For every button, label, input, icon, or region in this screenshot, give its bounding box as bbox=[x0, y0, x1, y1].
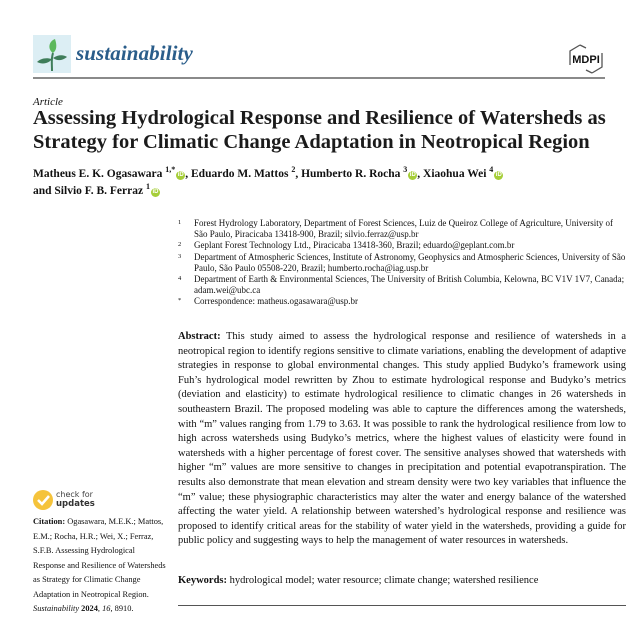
check-badge-icon bbox=[33, 490, 53, 510]
author[interactable]: Eduardo M. Mattos $^2$ bbox=[191, 165, 296, 180]
citation: Citation: Ogasawara, M.E.K.; Mattos, E.M.; Rocha, H.R.; Wei, X.; Ferraz, S.F.B. Assessing Hydrological Response and Resilience of Watersheds as Strategy for Climatic Change Adaptation in Neotropical Region. Sustainability 2024, 16, 8910. bbox=[33, 517, 166, 613]
article-title: Assessing Hydrological Response and Resilience of Watersheds as Strategy for Climatic Change Adaptation in Neotropical Region bbox=[33, 107, 606, 153]
check-for-label: check for bbox=[56, 490, 93, 499]
mdpi-hexagon-icon bbox=[566, 42, 606, 76]
affiliation-item: 3 Department of Atmospheric Sciences, Institute of Astronomy, Geophysics and Atmospheric Sciences, University of São Paulo, São Paulo 05508-220, Brazil; humberto.rocha@iag.usp.br bbox=[178, 251, 626, 273]
author[interactable]: Humberto R. Rocha $^3$iD bbox=[301, 165, 416, 180]
author-affiliation-sup: 2 bbox=[291, 165, 296, 175]
journal-logo bbox=[33, 35, 71, 73]
abstract-label: Abstract: bbox=[178, 331, 221, 342]
affiliation-number: 4 bbox=[178, 275, 182, 283]
author-affiliation-sup: 4 bbox=[489, 165, 494, 175]
leaf-sprout-icon bbox=[33, 35, 71, 73]
affiliations bbox=[178, 218, 628, 308]
abstract-text: This study aimed to assess the hydrological response and resilience of watersheds in a neotropical region to identify regions sensitive to climate variations, enabling the development of adaptive strategies in response to global environmental changes. This study applied Budyko’s framework using Fuh’s hydrological model rewritten by Zhou to estimate hydrological response and Budyko’s metrics (deviation and elasticity) to estimate hydrological resilience to climatic changes in 26 watersheds in southeastern Brazil. The proposed modeling was able to capture the differences among the watersheds, with “m” values ranging from 1.79 to 3.63. It was possible to rank the hydrological resilience from low to high across watersheds using Budyko’s metrics, where the highest values of elasticity were found in watersheds with a higher percentage of forest cover. The sensitive analyses showed that watersheds with higher “m” values are more sensitive to changes in precipitation and potential evapotranspiration. The results also demonstrate that mean elevation and stream density were two key variables that influence the “m” value; these physiographic characteristics may alter the water and energy balance of the watershed affecting the water yield. A relationship between watershed’s hydrological response and resilience was proposed to identify critical areas for the stability of water yield in the watersheds, providing a guide for public policy and suggesting ways to help the management of water resources in watersheds. bbox=[178, 331, 627, 547]
affiliation-item: 1 Forest Hydrology Laboratory, Department of Forest Sciences, Luiz de Queiroz College of Agriculture, University of São Paulo, Piracicaba 13418-900, Brazil; silvio.ferraz@usp.br bbox=[178, 218, 614, 240]
citation-label: Citation: bbox=[33, 517, 66, 526]
affiliation-number: * bbox=[178, 297, 182, 305]
author[interactable]: Matheus E. K. Ogasawara $^{1,*}$iD bbox=[33, 165, 184, 180]
correspondence: * Correspondence: matheus.ogasawara@usp.br bbox=[178, 296, 358, 307]
affiliation-item: 2 Geplant Forest Technology Ltd., Piracicaba 13418-360, Brazil; eduardo@geplant.com.br bbox=[178, 240, 515, 251]
keywords bbox=[178, 575, 626, 586]
citation-volume: 16 bbox=[102, 604, 111, 613]
orcid-icon[interactable]: iD bbox=[409, 172, 416, 178]
abstract bbox=[178, 330, 626, 549]
orcid-icon[interactable]: iD bbox=[152, 189, 159, 195]
orcid-icon[interactable]: iD bbox=[177, 172, 184, 178]
affiliation-number: 2 bbox=[178, 241, 182, 249]
bottom-divider bbox=[178, 605, 626, 606]
citation-year: 2024 bbox=[81, 604, 98, 613]
header-divider bbox=[33, 77, 605, 79]
author-affiliation-sup: 1,* bbox=[165, 165, 176, 175]
author-affiliation-sup: 1 bbox=[145, 182, 150, 192]
mdpi-label: MDPI bbox=[572, 54, 600, 66]
author[interactable]: and Silvio F. B. Ferraz $^1$iD bbox=[33, 182, 159, 197]
orcid-icon[interactable]: iD bbox=[495, 172, 502, 178]
journal-name: sustainability bbox=[76, 41, 193, 65]
keywords-label: Keywords: bbox=[178, 575, 227, 586]
affiliation-number: 1 bbox=[178, 219, 182, 226]
author-list: Matheus E. K. Ogasawara $^{1,*}$iD , Eduardo M. Mattos $^2$, Humberto R. Rocha $^3$iD , Xiaohua Wei $^4$iD and Silvio F. B. Ferraz $^1$iD bbox=[33, 165, 502, 197]
author-affiliation-sup: 3 bbox=[403, 165, 408, 175]
author[interactable]: Xiaohua Wei $^4$iD bbox=[423, 165, 502, 180]
affiliation-number: 3 bbox=[178, 252, 182, 260]
citation-journal: Sustainability bbox=[33, 604, 80, 613]
affiliation-item: 4 Department of Earth & Environmental Sciences, The University of British Columbia, Kelowna, BC V1V 1V7, Canada; adam.wei@ubc.ca bbox=[178, 274, 625, 296]
citation-text: Ogasawara, M.E.K.; Mattos, E.M.; Rocha, H.R.; Wei, X.; Ferraz, S.F.B. Assessing Hydrological Response and Resilience of Watersheds as Strategy for Climatic Change Adaptation in Neotropical Region. bbox=[33, 517, 166, 599]
citation-article-number: , 8910. bbox=[110, 604, 134, 613]
mdpi-logo bbox=[566, 42, 606, 76]
updates-label: updates bbox=[56, 499, 95, 509]
keywords-text: hydrological model; water resource; climate change; watershed resilience bbox=[229, 575, 539, 586]
check-for-updates-button[interactable] bbox=[33, 490, 113, 512]
article-type: Article bbox=[33, 96, 63, 108]
